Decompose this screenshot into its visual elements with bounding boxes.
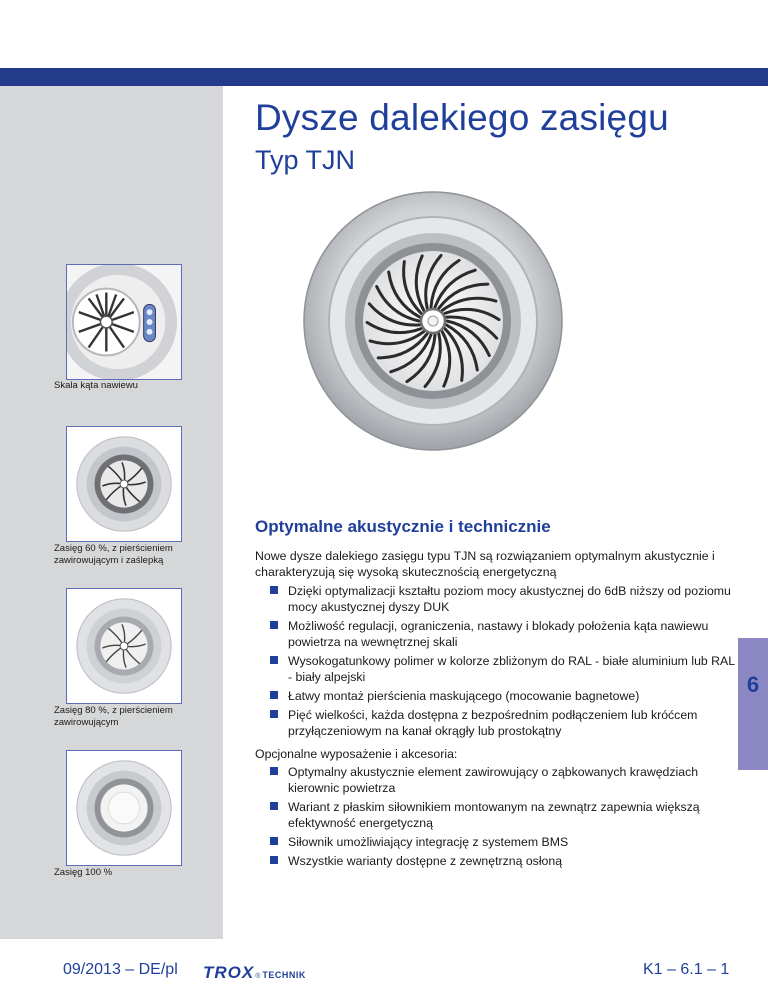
list-item: Wariant z płaskim siłownikiem montowanym na zewnątrz zapewnia większą efektywność energetyczną [270, 799, 740, 831]
bullet-square-icon [270, 767, 278, 775]
chapter-number: 6 [746, 672, 760, 697]
bullet-square-icon [270, 586, 278, 594]
caption-range-80: Zasięg 80 %, z pierścieniem zawirowującym [54, 705, 173, 728]
bullet-square-icon [270, 621, 278, 629]
list-item: Wysokogatunkowy polimer w kolorze zbliżonym do RAL - białe aluminium lub RAL - biały alpejski [270, 653, 740, 685]
bullet-square-icon [270, 656, 278, 664]
list-item: Dzięki optymalizacji kształtu poziom mocy akustycznej do 6dB niższy od poziomu mocy akustycznej dyszy DUK [270, 583, 740, 615]
thumbnail-angle-scale [66, 264, 182, 380]
caption-range-100: Zasięg 100 % [54, 867, 113, 878]
list-item: Możliwość regulacji, ograniczenia, nastawy i blokady położenia kąta nawiewu powietrza na wewnętrznej skali [270, 618, 740, 650]
page-subtitle: Typ TJN [255, 145, 356, 175]
bullet-square-icon [270, 856, 278, 864]
intro-paragraph: Nowe dysze dalekiego zasięgu typu TJN są rozwiązaniem optymalnym akustycznie i charakteryzują się wysoką skutecznością energetyczną [255, 549, 715, 579]
hero-nozzle-photo [302, 190, 564, 452]
logo-main: TROX [203, 963, 255, 982]
thumbnail-range-60 [66, 426, 182, 542]
caption-angle-scale: Skala kąta nawiewu [54, 380, 138, 391]
trox-logo [203, 963, 306, 983]
logo-registered: ® [255, 973, 261, 980]
bullet-square-icon [270, 691, 278, 699]
footer-date: 09/2013 – DE/pl [63, 961, 178, 978]
chapter-tab [738, 638, 768, 770]
bullet-square-icon [270, 837, 278, 845]
caption-range-60: Zasięg 60 %, z pierścieniem zawirowującym i zaślepką [54, 543, 173, 566]
bullet-square-icon [270, 802, 278, 810]
list-item: Siłownik umożliwiający integrację z systemem BMS [270, 834, 740, 850]
options-intro: Opcjonalne wyposażenie i akcesoria: [255, 747, 458, 761]
footer-page-number: K1 – 6.1 – 1 [643, 961, 730, 978]
page-title: Dysze dalekiego zasięgu [255, 97, 669, 138]
list-item: Optymalny akustycznie element zawirowujący o ząbkowanych krawędziach kierownic powietrza [270, 764, 740, 796]
list-item: Wszystkie warianty dostępne z zewnętrzną osłoną [270, 853, 740, 869]
feature-list [270, 583, 740, 742]
bullet-square-icon [270, 710, 278, 718]
thumbnail-range-100 [66, 750, 182, 866]
list-item: Łatwy montaż pierścienia maskującego (mocowanie bagnetowe) [270, 688, 740, 704]
section-heading: Optymalne akustycznie i technicznie [255, 517, 551, 536]
top-brand-bar [0, 68, 768, 86]
thumbnail-range-80 [66, 588, 182, 704]
logo-sub: TECHNIK [262, 970, 306, 980]
options-list [270, 764, 740, 872]
list-item: Pięć wielkości, każda dostępna z bezpośrednim podłączeniem lub króćcem przyłączeniowym na kanał okrągły lub prostokątny [270, 707, 740, 739]
